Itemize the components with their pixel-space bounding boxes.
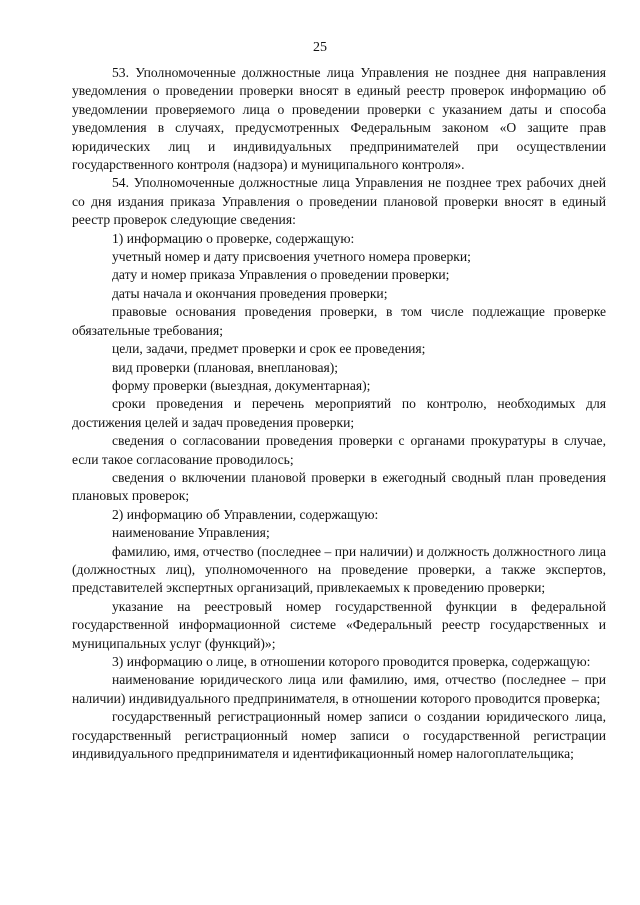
list-item: фамилию, имя, отчество (последнее – при наличии) и должность должностного лица (должностных лиц), уполномоченного на проведение проверки, а также экспертов, представителей экспертных организаций, привлекаемых к проведению проверки; bbox=[72, 543, 606, 596]
list-item: форму проверки (выездная, документарная); bbox=[112, 377, 371, 393]
list-heading-check-info: 1) информацию о проверке, содержащую: bbox=[112, 230, 355, 246]
page-number: 25 bbox=[313, 40, 327, 55]
list-item: сведения о включении плановой проверки в ежегодный сводный план проведения плановых проверок; bbox=[72, 469, 606, 504]
list-item: вид проверки (плановая, внеплановая); bbox=[112, 359, 339, 375]
list-item: даты начала и окончания проведения проверки; bbox=[112, 285, 388, 301]
list-item: цели, задачи, предмет проверки и срок ее проведения; bbox=[112, 341, 426, 357]
paragraph-54: 54. Уполномоченные должностные лица Управления не позднее трех рабочих дней со дня издания приказа Управления о проведении плановой проверки вносят в единый реестр проверок следующие сведения: bbox=[72, 175, 606, 228]
list-item: правовые основания проведения проверки, в том числе подлежащие проверке обязательные требования; bbox=[72, 304, 606, 338]
list-item: наименование юридического лица или фамилию, имя, отчество (последнее – при наличии) индивидуального предпринимателя, в отношении которого проводится проверка; bbox=[72, 672, 606, 706]
list-heading-subject-info: 3) информацию о лице, в отношении которого проводится проверка, содержащую: bbox=[112, 654, 591, 669]
list-item: указание на реестровый номер государственной функции в федеральной государственной информационной системе «Федеральный реестр государственных и муниципальных услуг (функций)»; bbox=[72, 598, 606, 651]
paragraph-53: 53. Уполномоченные должностные лица Управления не позднее дня направления уведомления о проведении проверки вносят в единый реестр проверок информацию об уведомлении проверяемого лица о проведении проверки с указанием даты и способа уведомления в случаях, предусмотренных Федеральным законом «О защите прав юридических лиц и индивидуальных предпринимателей при осуществлении государственного контроля (надзора) и муниципального контроля». bbox=[72, 65, 606, 173]
document-body bbox=[72, 64, 606, 763]
list-item: дату и номер приказа Управления о проведении проверки; bbox=[112, 267, 450, 283]
list-item: сведения о согласовании проведения проверки с органами прокуратуры в случае, если такое согласование проводилось; bbox=[72, 433, 606, 467]
list-item: сроки проведения и перечень мероприятий по контролю, необходимых для достижения целей и задач проведения проверки; bbox=[72, 396, 606, 430]
list-item: государственный регистрационный номер записи о создании юридического лица, государственный регистрационный номер записи о государственной регистрации индивидуального предпринимателя и идентификационный номер налогоплательщика; bbox=[72, 709, 606, 762]
list-item: наименование Управления; bbox=[112, 525, 270, 541]
list-item: учетный номер и дату присвоения учетного номера проверки; bbox=[112, 249, 471, 265]
list-heading-authority-info: 2) информацию об Управлении, содержащую: bbox=[112, 506, 379, 522]
